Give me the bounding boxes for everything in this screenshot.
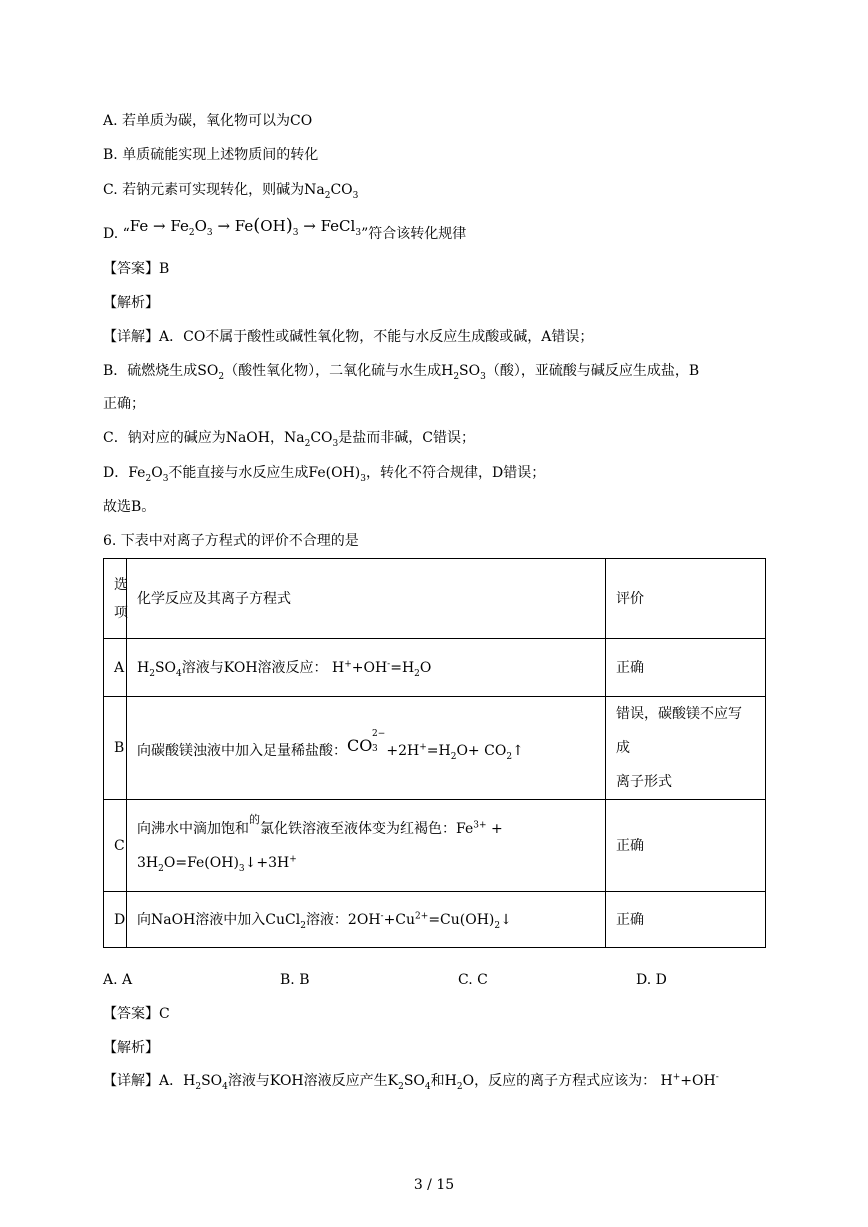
row-equation: $H_2SO_4$溶液与KOH溶液反应： $H^++OH^-=H_2O$ <box>127 639 606 697</box>
row-equation: 向沸水中滴加饱和$^的$氯化铁溶液至液体变为红褐色：$Fe^{3+}$ + $3H_2O=Fe(OH)_3↓+3H^+$ <box>127 800 606 892</box>
answer-label: 【答案】B <box>103 261 170 277</box>
question-table <box>103 558 766 948</box>
detail-b-cont: 正确； <box>103 396 145 412</box>
row-evaluation: 正确 <box>606 892 766 948</box>
choice-b: B. B <box>280 972 310 988</box>
table-row <box>104 800 766 892</box>
header-reaction: 化学反应及其离子方程式 <box>127 559 606 639</box>
row-option: B <box>104 697 127 800</box>
option-a: A. 若单质为碳，氧化物可以为CO <box>103 113 313 129</box>
table-row <box>104 639 766 697</box>
detail-a-2: 【详解】A．$H_2SO_4$溶液与KOH溶液反应产生$K_2SO_4$和$H_2O$，反应的离子方程式应该为： H++OH- <box>103 1072 719 1092</box>
choice-d: D. D <box>636 972 667 988</box>
detail-a: 【详解】A．CO不属于酸性或碱性氧化物，不能与水反应生成酸或碱，A错误； <box>103 329 594 345</box>
row-option: C <box>104 800 127 892</box>
analysis-label: 【解析】 <box>103 295 159 311</box>
option-b: B. 单质硫能实现上述物质间的转化 <box>103 147 319 163</box>
row-equation: 向NaOH溶液中加入CuCl$_2$溶液：$2OH^-+Cu^{2+}=Cu(OH)_2↓$ <box>127 892 606 948</box>
header-option: 选项 <box>104 559 127 639</box>
analysis-label-2: 【解析】 <box>103 1040 159 1056</box>
row-equation: 向碳酸镁浊液中加入足量稀盐酸：CO 2− 3 $+2H^+=H_2O+$ $CO_2↑$ <box>127 697 606 800</box>
choice-c: C. C <box>458 972 488 988</box>
choices-row <box>103 970 765 990</box>
row-option: A <box>104 639 127 697</box>
table-row <box>104 892 766 948</box>
carbonate-ion: CO 2− 3 <box>347 728 386 755</box>
row-evaluation: 错误，碳酸镁不应写成 离子形式 <box>606 697 766 800</box>
answer-label-2: 【答案】C <box>103 1006 170 1022</box>
detail-d: D．$Fe_2O_3$不能直接与水反应生成$Fe(OH)_3$，转化不符合规律，D错误； <box>103 465 546 484</box>
detail-b: B．硫燃烧生成$SO_2$（酸性氧化物），二氧化硫与水生成$H_2SO_3$（酸），亚硫酸与碱反应生成盐，B <box>103 363 700 382</box>
table-header-row <box>104 559 766 639</box>
option-d: D. “$Fe \to Fe_2O_3 \to Fe(OH)_3$ → FeCl$_3$”符合该转化规律 <box>103 215 467 242</box>
choice-a: A. A <box>103 972 133 988</box>
detail-c: C．钠对应的碱应为NaOH，$Na_2CO_3$是盐而非碱，C错误； <box>103 430 475 449</box>
conclusion: 故选B。 <box>103 499 156 515</box>
page-number: 3 / 15 <box>413 1177 455 1193</box>
question-stem: 6. 下表中对离子方程式的评价不合理的是 <box>103 533 359 549</box>
row-evaluation: 正确 <box>606 800 766 892</box>
option-c: C. 若钠元素可实现转化，则碱为$Na_2CO_3$ <box>103 182 359 201</box>
header-evaluation: 评价 <box>606 559 766 639</box>
row-evaluation: 正确 <box>606 639 766 697</box>
table-row <box>104 697 766 800</box>
row-option: D <box>104 892 127 948</box>
